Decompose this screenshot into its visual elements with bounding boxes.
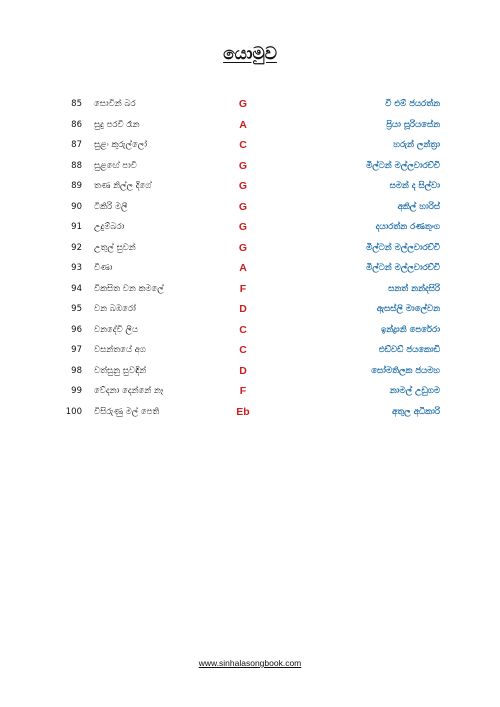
song-row xyxy=(0,299,500,320)
song-artist: සනත් නන්දසිරි xyxy=(388,283,440,294)
song-artist: දයාරත්න රණතුංග xyxy=(375,222,440,232)
footer-url[interactable]: www.sinhalasongbook.com xyxy=(198,658,302,668)
song-title: ටිකිරි මලී xyxy=(94,201,128,212)
song-row xyxy=(0,279,500,300)
song-artist: ප්‍රියා සූරියසේන xyxy=(386,119,440,130)
song-title: සුළං කුරුල්ලෝ xyxy=(94,140,148,150)
song-number: 96 xyxy=(71,324,82,335)
song-title: විකසිත වන කමලේ xyxy=(94,283,164,294)
song-key: G xyxy=(238,241,248,254)
song-key: G xyxy=(238,221,248,233)
song-row xyxy=(0,340,500,361)
song-title: තණ නිල්ල දිගේ xyxy=(94,181,152,191)
song-artist: ඇසස්ලි මාලේවන xyxy=(376,304,440,314)
song-key: D xyxy=(239,364,247,377)
song-title: වේදනා දෙන්නේ නෑ xyxy=(94,386,164,396)
song-title: විසිරුණු මල් පෙති xyxy=(94,406,160,417)
song-number: 95 xyxy=(71,304,82,314)
song-title: උතුල් සුවන් xyxy=(94,242,136,253)
song-row xyxy=(0,258,500,279)
song-number: 85 xyxy=(71,99,82,109)
song-number: 89 xyxy=(71,181,82,191)
song-number: 87 xyxy=(71,140,82,150)
song-row xyxy=(0,197,500,218)
song-row xyxy=(0,115,500,136)
song-number: 93 xyxy=(71,263,82,273)
song-list xyxy=(0,94,500,422)
song-artist: අතුල අධිකාරි xyxy=(392,406,440,417)
song-number: 98 xyxy=(71,365,82,376)
song-artist: වී එම් ජයරත්න xyxy=(385,99,440,109)
song-row xyxy=(0,135,500,156)
song-key: Eb xyxy=(236,405,250,418)
song-number: 99 xyxy=(71,386,82,396)
song-title: සුළඟේ පාවී xyxy=(94,160,137,171)
song-key: G xyxy=(238,200,248,213)
song-number: 90 xyxy=(71,201,82,212)
song-artist: සෝමතිලක ජයමහ xyxy=(371,365,440,376)
song-key: C xyxy=(239,344,247,356)
song-number: 88 xyxy=(71,160,82,171)
page-title: යොමුව xyxy=(223,44,277,64)
song-key: G xyxy=(238,98,248,110)
song-row xyxy=(0,402,500,423)
song-artist: ඉන්ද්‍රානි පෙරේරා xyxy=(380,324,440,335)
song-row xyxy=(0,361,500,382)
song-artist: එඩ්වඩ් ජයකොඩි xyxy=(378,345,440,355)
song-row xyxy=(0,217,500,238)
song-title: වන බඹරෝ xyxy=(94,304,136,314)
song-title: වීණා xyxy=(94,263,113,273)
song-number: 94 xyxy=(71,283,82,294)
song-number: 91 xyxy=(71,222,82,232)
song-row xyxy=(0,381,500,402)
song-row xyxy=(0,176,500,197)
song-title: උදුම්බරා xyxy=(94,222,125,232)
song-key: D xyxy=(239,303,247,315)
song-artist: හරුන් ලන්ත්‍රා xyxy=(393,140,440,150)
song-row xyxy=(0,94,500,115)
song-title: සුදු පරවී රෑන xyxy=(94,119,140,130)
song-title: වනදේවි ලීය xyxy=(94,324,138,335)
song-key: F xyxy=(239,385,247,397)
song-key: A xyxy=(239,118,247,131)
song-key: F xyxy=(239,282,247,295)
song-key: A xyxy=(239,262,247,274)
song-row xyxy=(0,238,500,259)
song-number: 86 xyxy=(71,119,82,130)
song-number: 97 xyxy=(71,345,82,355)
song-artist: සමන් ද සිල්වා xyxy=(389,181,440,191)
song-title: වසන්තයේ අග xyxy=(94,345,146,355)
song-artist: නාමල් උඩුගම xyxy=(389,386,440,396)
song-key: G xyxy=(238,159,248,172)
song-artist: මිල්ටන් මල්ලවාරච්චි xyxy=(366,160,440,171)
song-number: 92 xyxy=(71,242,82,253)
song-key: C xyxy=(239,139,247,151)
song-artist: මිල්ටන් මල්ලවාරච්චි xyxy=(366,263,440,273)
song-artist: මිල්ටන් මල්ලවාරච්චි xyxy=(366,242,440,253)
song-key: G xyxy=(238,180,248,192)
song-key: C xyxy=(239,323,247,336)
song-title: වත්සුනු සුවඳින් xyxy=(94,365,147,376)
song-number: 100 xyxy=(65,406,82,417)
song-title: සොවින් බර xyxy=(94,99,136,109)
song-artist: අකිල් හාරිස් xyxy=(397,201,440,212)
song-row xyxy=(0,156,500,177)
song-row xyxy=(0,320,500,341)
